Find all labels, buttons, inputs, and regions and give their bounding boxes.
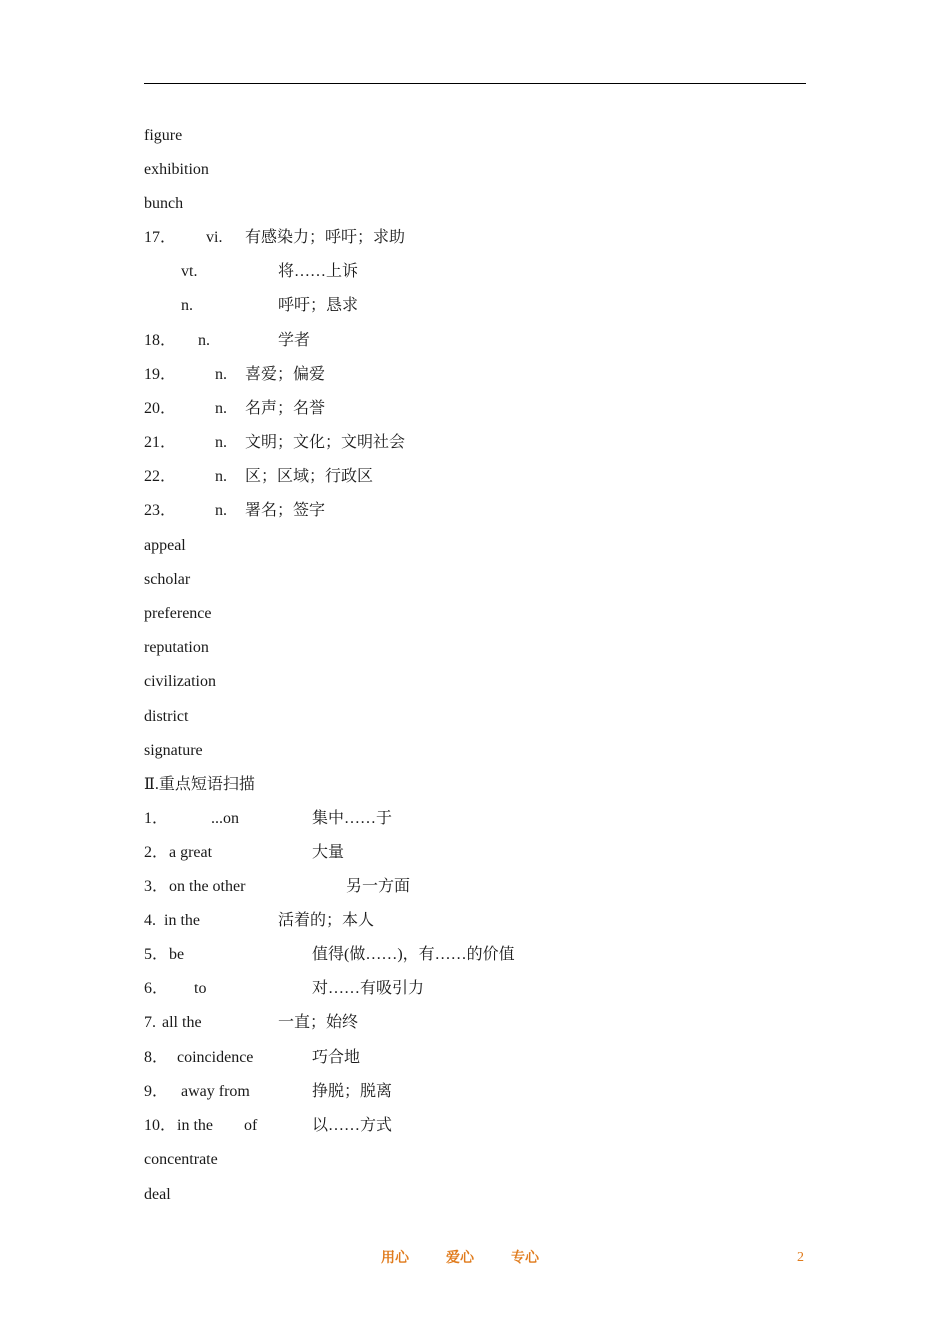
phrase-text: to [194,980,207,997]
answer-word: figure [144,127,183,144]
definition: 一直；始终 [278,1014,359,1031]
item-number: 2． [144,844,169,861]
definition: 对……有吸引力 [312,980,425,997]
definition: 集中……于 [312,810,393,827]
definition: 另一方面 [346,878,411,895]
definition: 将……上诉 [278,263,359,280]
answer-word: appeal [144,537,186,554]
phrase-text: ...on [211,810,239,827]
part-of-speech: n. [215,366,227,383]
definition: 以……方式 [312,1117,393,1134]
definition: 喜爱；偏爱 [245,366,326,383]
phrase-text: away from [181,1083,250,1100]
item-number: 7. [144,1014,156,1031]
part-of-speech: n. [181,297,193,314]
answer-word: deal [144,1186,171,1203]
footer-text: 爱心 [446,1250,474,1266]
definition: 大量 [312,844,345,861]
definition: 巧合地 [312,1049,361,1066]
item-number: 21． [144,434,177,451]
definition: 文明；文化；文明社会 [245,434,406,451]
answer-word: reputation [144,639,209,656]
part-of-speech: n. [215,502,227,519]
part-of-speech: n. [215,434,227,451]
phrase-text: be [169,946,185,963]
section-title: Ⅱ.重点短语扫描 [144,776,255,793]
phrase-text: on the other [169,878,246,895]
item-number: 8． [144,1049,169,1066]
definition: 署名；签字 [245,502,326,519]
phrase-text: in the [177,1117,213,1134]
answer-word: civilization [144,673,216,690]
item-number: 1． [144,810,169,827]
phrase-text: of [244,1117,258,1134]
answer-word: signature [144,742,203,759]
part-of-speech: vi. [206,229,223,246]
item-number: 22． [144,468,177,485]
definition: 学者 [278,332,311,349]
answer-word: preference [144,605,212,622]
answer-word: exhibition [144,161,209,178]
item-number: 4. [144,912,156,929]
item-number: 23． [144,502,177,519]
item-number: 20． [144,400,177,417]
item-number: 17． [144,229,177,246]
footer-text: 专心 [511,1250,539,1266]
answer-word: district [144,708,189,725]
phrase-text: a great [169,844,213,861]
part-of-speech: vt. [181,263,198,280]
item-number: 10． [144,1117,177,1134]
definition: 值得(做……)，有……的价值 [312,946,515,963]
definition: 挣脱；脱离 [312,1083,393,1100]
answer-word: concentrate [144,1151,218,1168]
item-number: 18． [144,332,177,349]
item-number: 5． [144,946,169,963]
item-number: 6． [144,980,169,997]
definition: 呼吁；恳求 [278,297,359,314]
definition: 活着的；本人 [278,912,375,929]
page-number: 2 [797,1250,804,1265]
item-number: 3． [144,878,169,895]
answer-word: bunch [144,195,184,212]
phrase-text: coincidence [177,1049,254,1066]
definition: 区；区域；行政区 [245,468,374,485]
phrase-text: in the [164,912,200,929]
item-number: 9． [144,1083,169,1100]
header-rule [144,83,806,84]
definition: 名声；名誉 [245,400,326,417]
phrase-text: all the [162,1014,202,1031]
item-number: 19． [144,366,177,383]
definition: 有感染力；呼吁；求助 [245,229,406,246]
part-of-speech: n. [215,400,227,417]
answer-word: scholar [144,571,191,588]
part-of-speech: n. [198,332,210,349]
part-of-speech: n. [215,468,227,485]
footer-text: 用心 [381,1250,409,1266]
